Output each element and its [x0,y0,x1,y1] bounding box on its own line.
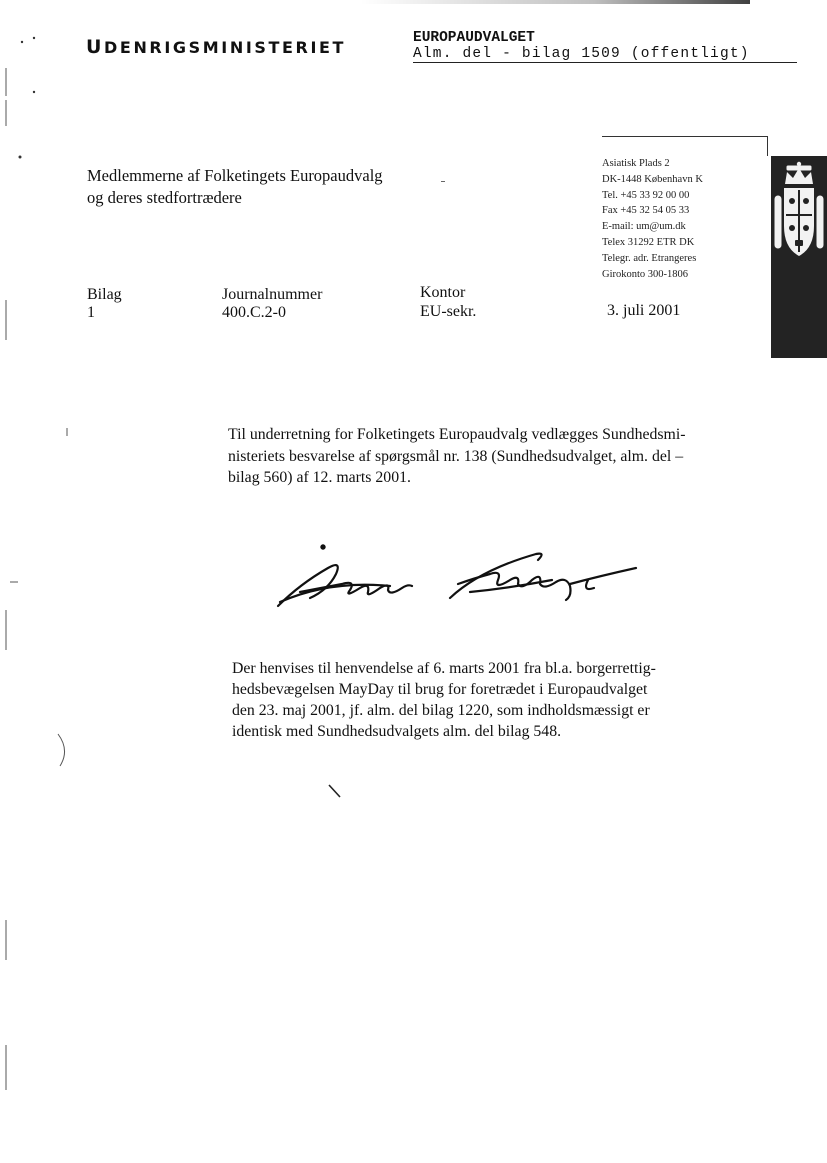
ministry-name-rest: DENRIGSMINISTERIET [104,38,347,57]
address-telex: Telex 31292 ETR DK [602,236,695,248]
paragraph-1-line-3: bilag 560) af 12. marts 2001. [228,469,411,486]
paragraph-2-line-2: hedsbevægelsen MayDay til brug for foretrædet i Europaudvalget [232,681,648,698]
bilag-value: 1 [87,304,95,321]
ministry-initial: U [86,36,105,58]
paragraph-2 [232,658,732,742]
committee-stamp [413,30,750,62]
paragraph-2-line-1: Der henvises til henvendelse af 6. marts 2001 fra bl.a. borgerrettig- [232,660,656,677]
signature [270,540,665,610]
kontor-label: Kontor [420,284,466,301]
paragraph-2-line-4: identisk med Sundhedsudvalgets alm. del bilag 548. [232,723,562,740]
stray-mark [441,181,445,182]
letterhead-strip [771,156,827,358]
journal-value: 400.C.2-0 [222,304,286,321]
recipient-line-1: Medlemmerne af Folketingets Europaudvalg [87,166,383,185]
address-fax: Fax +45 32 54 05 33 [602,205,690,217]
address-giro: Girokonto 300-1806 [602,268,689,280]
recipient-line-2: og deres stedfortrædere [87,188,242,207]
coat-of-arms-icon [771,156,827,358]
letter-date: 3. juli 2001 [607,302,681,319]
stamp-reference: Alm. del - bilag 1509 (offentligt) [413,46,750,62]
stamp-committee: EUROPAUDVALGET [413,30,535,46]
paragraph-1-line-1: Til underretning for Folketingets Europaudvalg vedlægges Sundhedsmi- [228,426,686,443]
address-phone: Tel. +45 33 92 00 00 [602,189,690,201]
journal-label: Journalnummer [222,286,323,303]
recipient-block [87,165,383,209]
address-telegram: Telegr. adr. Etrangeres [602,252,697,264]
scan-margin-marks [0,0,80,1163]
paragraph-1-line-2: nisteriets besvarelse af spørgsmål nr. 138 (Sundhedsudvalget, alm. del – [228,447,684,465]
address-street: Asiatisk Plads 2 [602,158,670,169]
kontor-value: EU-sekr. [420,303,477,320]
ministry-name [86,36,346,58]
paragraph-2-line-3: den 23. maj 2001, jf. alm. del bilag 1220, som indholdsmæssigt er [232,702,650,719]
address-rule-vertical [767,136,768,156]
address-email: E-mail: um@um.dk [602,221,686,233]
scan-shadow [360,0,750,4]
pen-mark [326,782,346,802]
bilag-label: Bilag [87,286,122,303]
sender-address [602,156,703,282]
address-postal: DK-1448 København K [602,173,703,185]
address-rule [602,136,767,137]
paragraph-1 [228,424,748,489]
stamp-underline [413,62,797,63]
